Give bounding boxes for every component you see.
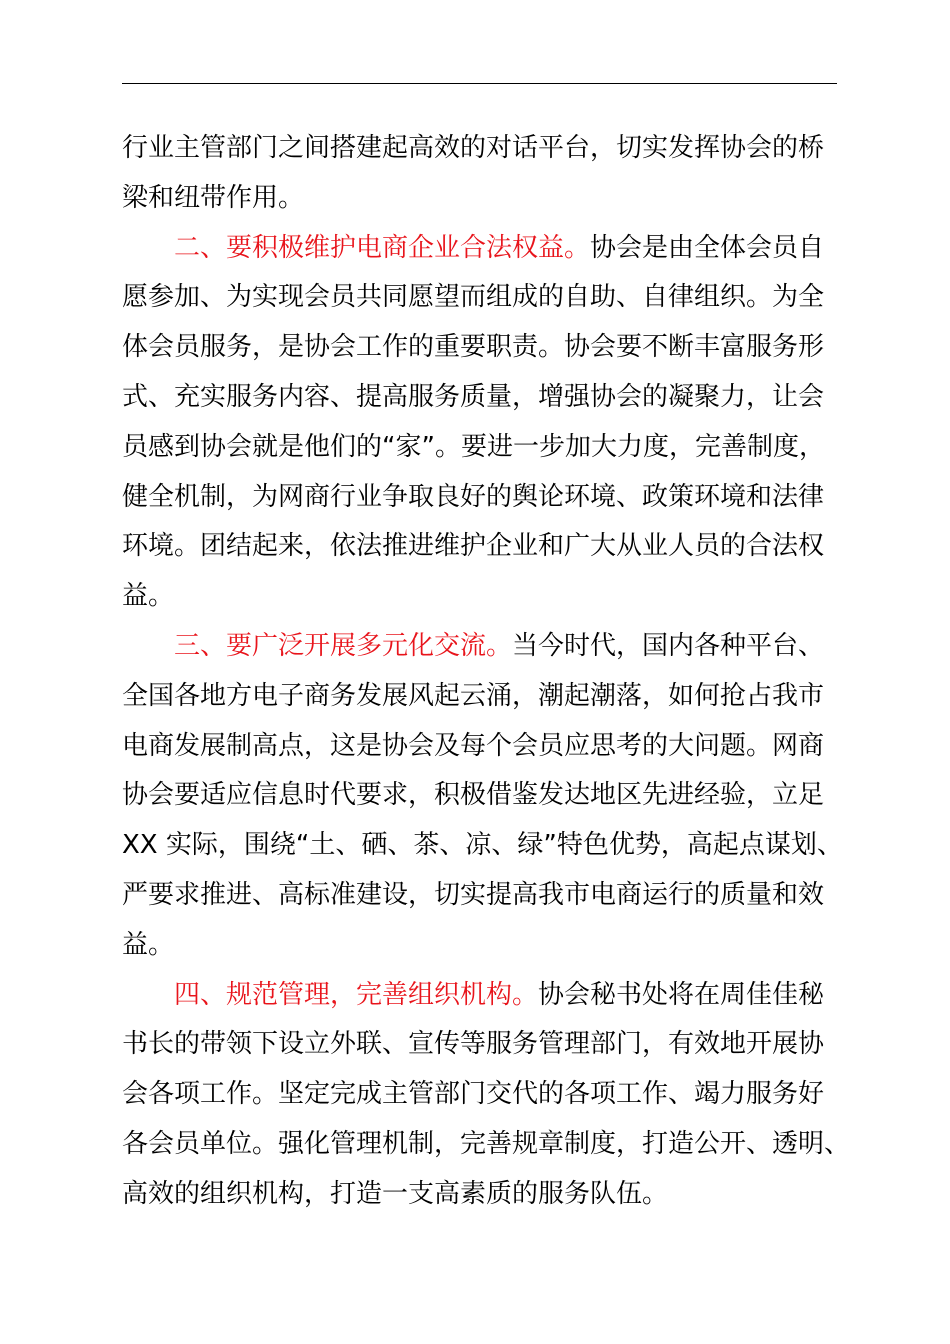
text-line: 式、充实服务内容、提高服务质量，增强协会的凝聚力，让会	[122, 381, 825, 412]
paragraph-4	[122, 971, 850, 1220]
header-rule	[122, 83, 837, 84]
text-line: 愿参加、为实现会员共同愿望而组成的自助、自律组织。为全	[122, 282, 825, 313]
text-line	[122, 224, 850, 274]
text-line: 环境。团结起来，依法推进维护企业和广大从业人员的合法权	[122, 531, 825, 562]
section-heading: 二、要积极维护电商企业合法权益。	[174, 232, 591, 263]
text-line: 梁和纽带作用。	[122, 182, 305, 213]
text-line: 高效的组织机构，打造一支高素质的服务队伍。	[122, 1178, 669, 1209]
text-line: 协会要适应信息时代要求，积极借鉴发达地区先进经验，立足	[122, 780, 825, 811]
text-line: 全国各地方电子商务发展风起云涌，潮起潮落，如何抢占我市	[122, 680, 825, 711]
text-line: 益。	[122, 581, 175, 612]
text-line: 严要求推进、高标准建设，切实提高我市电商运行的质量和效	[122, 879, 825, 910]
text-line: 健全机制，为网商行业争取良好的舆论环境、政策环境和法律	[122, 481, 825, 512]
paragraph-1	[122, 124, 850, 224]
paragraph-2	[122, 224, 850, 622]
heading-continuation: 协会秘书处将在周佳佳秘	[538, 979, 825, 1010]
document-body	[122, 124, 850, 1220]
text-line: 行业主管部门之间搭建起高效的对话平台，切实发挥协会的桥	[122, 133, 825, 163]
paragraph-3	[122, 622, 850, 971]
section-heading: 四、规范管理，完善组织机构。	[174, 979, 539, 1010]
text-line: 各会员单位。强化管理机制，完善规章制度，打造公开、透明、	[122, 1128, 851, 1159]
text-line	[122, 622, 850, 672]
heading-continuation: 当今时代，国内各种平台、	[512, 630, 825, 661]
text-line: XX 实际，围绕“土、硒、茶、凉、绿”特色优势，高起点谋划、	[122, 830, 843, 861]
text-line: 益。	[122, 929, 175, 960]
text-line: 电商发展制高点，这是协会及每个会员应思考的大问题。网商	[122, 730, 825, 761]
text-line	[122, 971, 850, 1021]
text-line: 员感到协会就是他们的“家”。要进一步加大力度，完善制度，	[122, 431, 825, 462]
section-heading: 三、要广泛开展多元化交流。	[174, 630, 513, 661]
text-line: 书长的带领下设立外联、宣传等服务管理部门，有效地开展协	[122, 1029, 825, 1060]
text-line: 体会员服务，是协会工作的重要职责。协会要不断丰富服务形	[122, 332, 825, 363]
text-line: 会各项工作。坚定完成主管部门交代的各项工作、竭力服务好	[122, 1079, 825, 1110]
heading-continuation: 协会是由全体会员自	[590, 232, 825, 263]
